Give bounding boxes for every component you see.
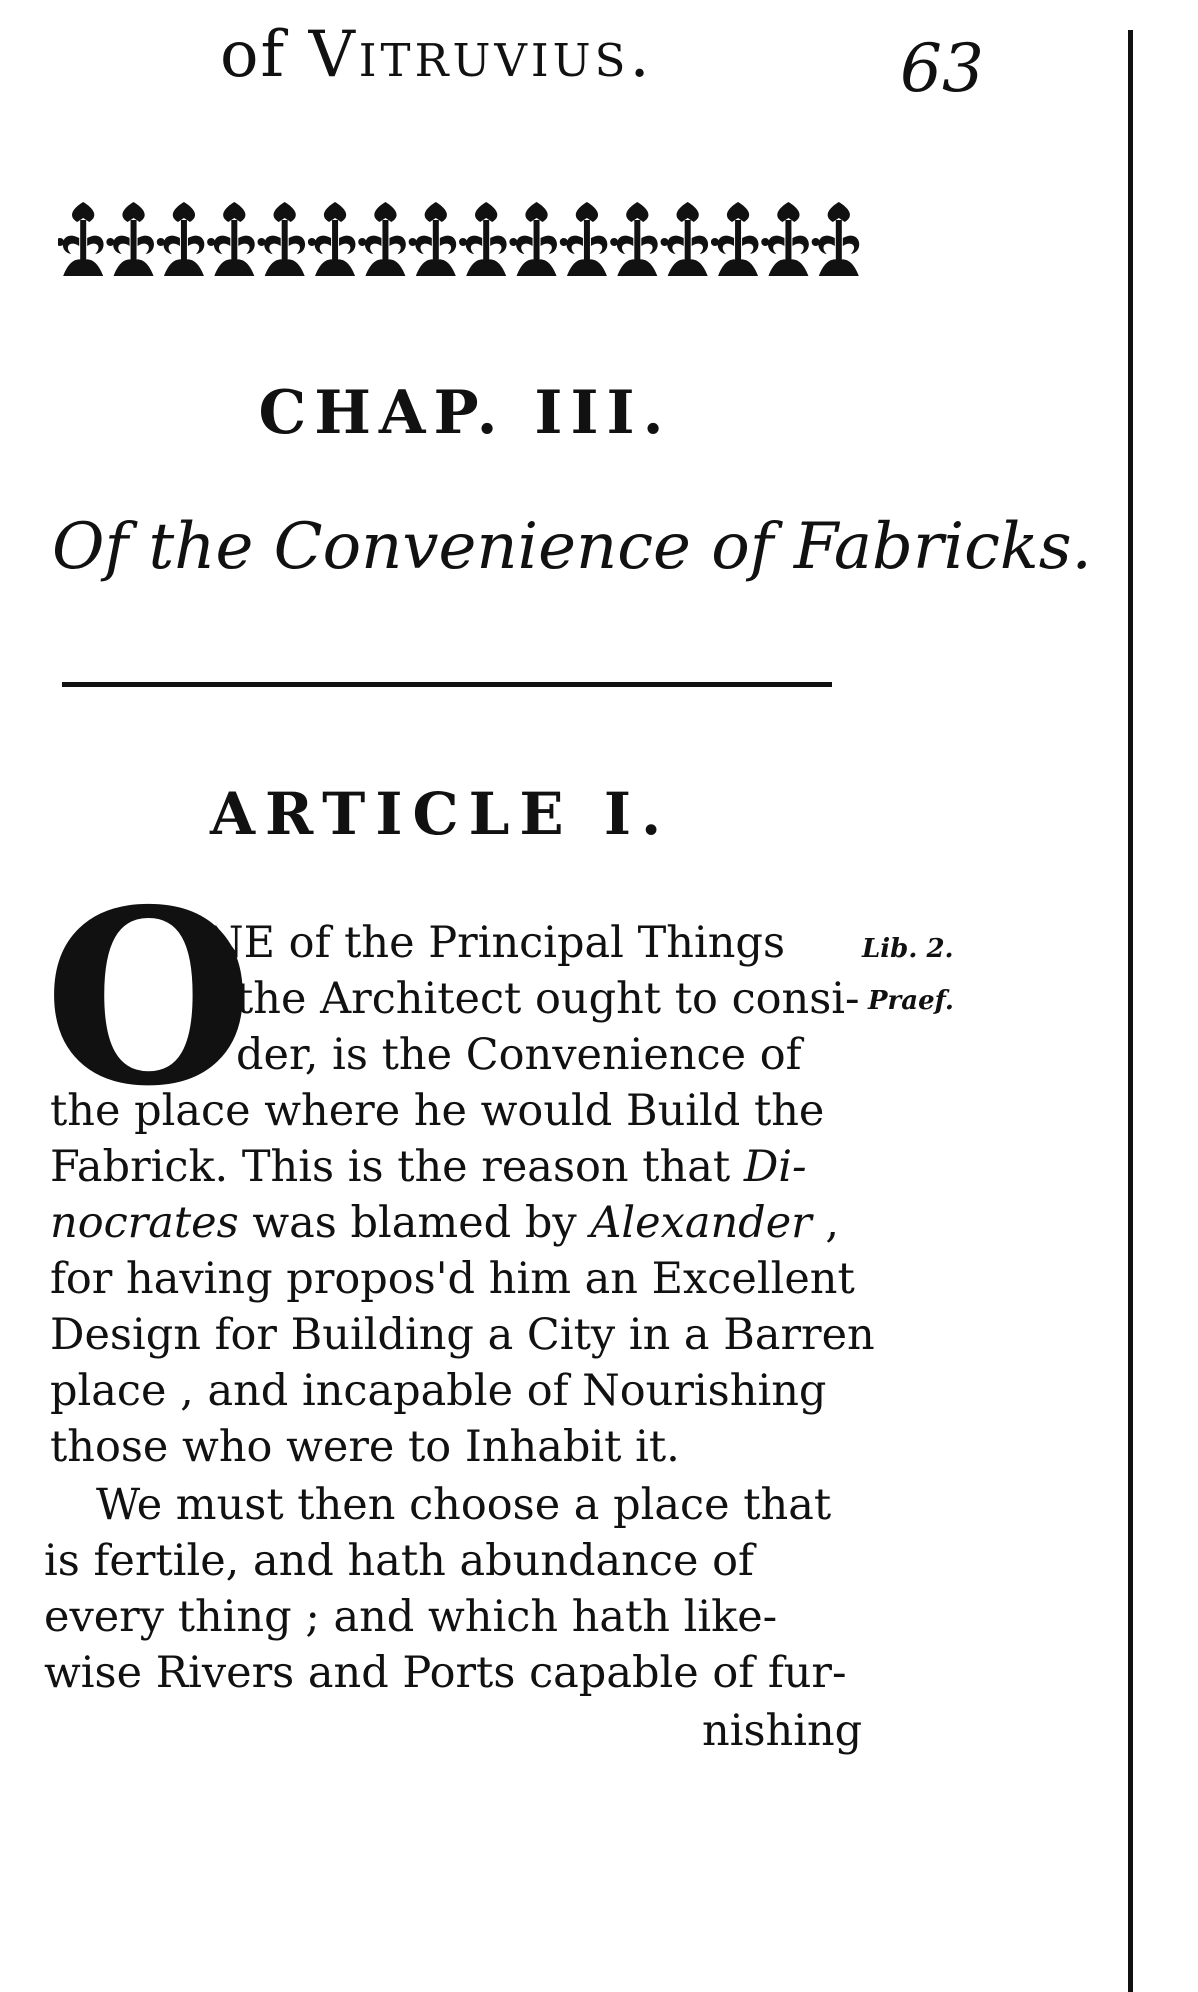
text-line: NE of the Principal Things <box>206 918 786 968</box>
margin-note-book: Lib. 2. <box>862 934 954 964</box>
ornament-unit <box>106 202 154 276</box>
ornament-unit <box>560 202 608 276</box>
text-segment: , <box>811 1198 840 1248</box>
text-line: every thing ; and which hath like- <box>44 1592 778 1642</box>
text-line <box>50 1198 840 1248</box>
ornament-unit <box>610 202 658 276</box>
text-line: for having propos'd him an Excellent <box>50 1254 855 1304</box>
chapter-title: Of the Convenience of Fabricks. <box>52 510 1092 584</box>
ornament-unit <box>308 202 356 276</box>
article-heading: ARTICLE I. <box>210 780 672 848</box>
running-head-name: Vitruvius. <box>308 18 654 92</box>
ornament-unit <box>58 202 104 276</box>
text-line: place , and incapable of Nourishing <box>50 1366 827 1416</box>
text-line: der, is the Convenience of <box>236 1030 802 1080</box>
margin-note-preface: Praef. <box>868 986 954 1016</box>
text-line: We must then choose a place that <box>96 1480 832 1530</box>
text-line: the place where he would Build the <box>50 1086 825 1136</box>
ornament-unit <box>157 202 205 276</box>
catchword: nishing <box>702 1706 863 1756</box>
italic-name-dinocrates-start: Di- <box>743 1142 807 1192</box>
italic-name-dinocrates-end: nocrates <box>50 1198 239 1248</box>
text-line: is fertile, and hath abundance of <box>44 1536 754 1586</box>
italic-name-alexander: Alexander <box>590 1198 812 1248</box>
ornament-band <box>58 198 864 280</box>
text-line: wise Rivers and Ports capable of fur- <box>44 1648 847 1698</box>
text-segment: was blamed by <box>252 1198 591 1248</box>
page-number: 63 <box>900 30 984 107</box>
ornament-unit <box>459 202 507 276</box>
running-head-prefix: of <box>220 18 309 92</box>
ornament-unit <box>661 202 709 276</box>
horizontal-rule <box>62 682 832 687</box>
ornament-unit <box>207 202 255 276</box>
ornament-unit <box>358 202 406 276</box>
text-segment: Fabrick. This is the reason that <box>50 1142 744 1192</box>
text-line: Design for Building a City in a Barren <box>50 1310 875 1360</box>
ornament-unit <box>812 202 860 276</box>
ornament-unit <box>409 202 457 276</box>
ornament-unit <box>258 202 306 276</box>
ornament-unit <box>711 202 759 276</box>
text-line: those who were to Inhabit it. <box>50 1422 680 1472</box>
gutter-line <box>1128 30 1133 1992</box>
text-line: the Architect ought to consi- <box>236 974 860 1024</box>
drop-cap: O <box>44 857 254 1139</box>
running-head <box>220 18 654 92</box>
text-line <box>50 1142 807 1192</box>
ornament-unit <box>761 202 809 276</box>
ornament-unit <box>509 202 557 276</box>
chapter-heading: CHAP. III. <box>258 378 672 448</box>
